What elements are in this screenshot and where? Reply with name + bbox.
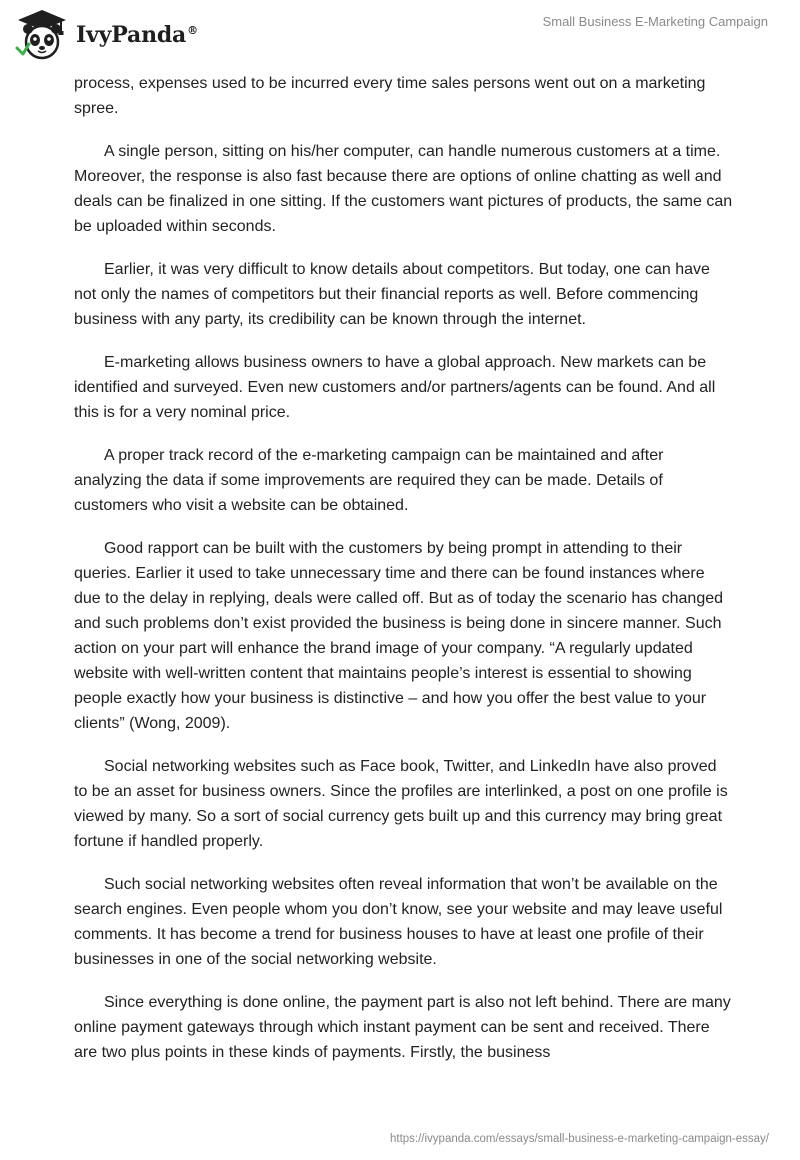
registered-mark: ® [187,23,198,37]
page-header [0,0,800,70]
essay-body [74,71,734,1083]
panda-graduate-icon [14,8,70,62]
paragraph: Social networking websites such as Face book, Twitter, and LinkedIn have also proved to be an asset for business owners. Since the profiles are interlinked, a post on one profile is viewed by many. So a sort of social currency gets built up and this currency may bring great fortune if handled properly. [74,758,728,850]
paragraph: process, expenses used to be incurred every time sales persons went out on a marketing spree. [74,75,706,117]
paragraph: E-marketing allows business owners to have a global approach. New markets can be identified and surveyed. Even new customers and/or partners/agents can be found. And all this is for a very nominal price. [74,354,716,421]
logo-wordmark: IvyPanda [76,22,187,48]
source-url[interactable]: https://ivypanda.com/essays/small-business-e-marketing-campaign-essay/ [389,1133,769,1145]
paragraph: Since everything is done online, the payment part is also not left behind. There are many online payment gateways through which instant payment can be sent and received. There are two plus points in these kinds of payments. Firstly, the business [74,994,731,1061]
ivypanda-logo[interactable] [14,8,254,62]
logo-text [76,22,198,48]
paragraph: Earlier, it was very difficult to know details about competitors. But today, one can have not only the names of competitors but their financial reports as well. Before commencing business with any party, its credibility can be known through the internet. [74,261,710,328]
paragraph: A proper track record of the e-marketing campaign can be maintained and after analyzing the data if some improvements are required they can be made. Details of customers who visit a website can be obtained. [74,447,664,514]
document-title: Small Business E-Marketing Campaign [542,14,768,29]
paragraph: Good rapport can be built with the customers by being prompt in attending to their queries. Earlier it used to take unnecessary time and there can be found instances where due to the delay in replying, deals were called off. But as of today the scenario has changed and such problems don’t exist provided the business is being done in sincere manner. Such action on your part will enhance the brand image of your company. “A regularly updated website with well-written content that maintains people’s interest is essential to showing people exactly how your business is distinctive – and how you offer the best value to your clients” (Wong, 2009). [74,540,724,732]
paragraph: Such social networking websites often reveal information that won’t be available on the search engines. Even people whom you don’t know, see your website and may leave useful comments. It has become a trend for business houses to have at least one profile of their businesses in one of the social networking website. [74,876,723,968]
paragraph: A single person, sitting on his/her computer, can handle numerous customers at a time. Moreover, the response is also fast because there are options of online chatting as well and deals can be finalized in one sitting. If the customers want pictures of products, the same can be uploaded within seconds. [74,143,733,235]
